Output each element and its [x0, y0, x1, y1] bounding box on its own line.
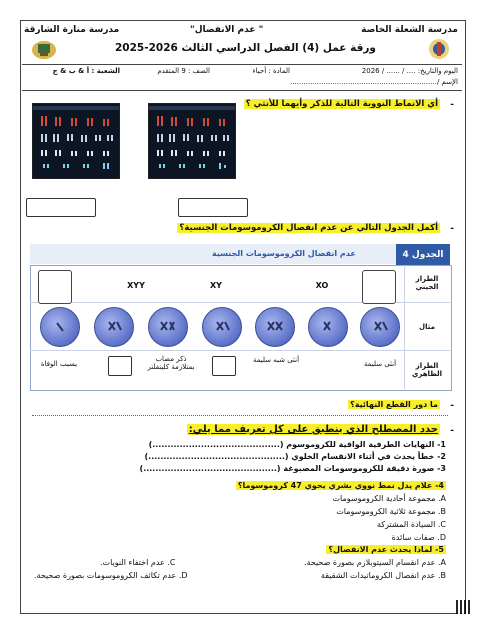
nucleus-image-2 — [308, 307, 348, 347]
phenotype-2: أنثى شبه سليمة — [252, 356, 300, 364]
genotype-blank-1[interactable] — [362, 270, 396, 304]
worksheet-subject: " عدم الانفصال" — [190, 25, 264, 35]
q3-number: - — [450, 401, 454, 411]
date-label: اليوم والتاريخ: .... / ...... / 2026 — [361, 67, 458, 75]
phenotype-lethal: يسبب الوفاة — [40, 360, 78, 368]
phenotype-1: أنثى سليمة — [363, 360, 397, 368]
q4-item-1: 1- النهايات الطرفية الواقية للكروموسوم (..........................................) — [148, 440, 446, 449]
q3-text: ما دور القطع النهائية؟ — [350, 400, 438, 409]
q5-option-d[interactable]: D. صفات سائدة — [391, 533, 446, 542]
row-label-phenotype: الطراز الظاهري — [411, 362, 443, 378]
karyotype-chromosomes — [149, 104, 235, 178]
school-logo-right — [425, 38, 453, 60]
q6-option-d[interactable]: D. عدم تكاثف الكروموسومات بصورة صحيحة. — [34, 571, 188, 580]
name-field[interactable]: الإسم /.................................................................. — [290, 78, 458, 86]
worksheet-title: ورقة عمل (4) الفصل الدراسي الثالث 2026-2025 — [115, 42, 376, 54]
q5-option-a[interactable]: A. مجموعة أحادية الكروموسومات — [332, 494, 446, 503]
phenotype-blank-2[interactable] — [108, 356, 132, 376]
genotype-xyy: XYY — [127, 281, 145, 290]
table-header: عدم انفصال الكروموسومات الجنسية — [212, 249, 356, 258]
q6-option-a[interactable]: A. عدم انقسام السيتوبلازم بصورة صحيحة. — [304, 558, 446, 567]
col-sep — [404, 265, 405, 389]
row-sep-2 — [30, 350, 450, 351]
q6-option-b[interactable]: B. عدم انفصال الكروماتيدات الشقيقة — [320, 571, 446, 580]
nucleus-image-3 — [255, 307, 295, 347]
answer-box-right-karyotype[interactable] — [26, 198, 96, 217]
q4-text: حدد المصطلح الذي ينطبق على كل تعريف مما يلي: — [188, 424, 438, 435]
q4-item-3: 3- صورة دقيقة للكروموسومات المصبوغة (............................................) — [139, 464, 446, 473]
school-name-right: مدرسة الشعلة الخاصة — [361, 25, 458, 35]
q4-item-2: 2- خطأ يحدث في أثناء الانقسام الخلوي (.............................................) — [144, 452, 446, 461]
karyotype-image-right — [32, 103, 120, 179]
nucleus-image-1 — [360, 307, 400, 347]
header-divider-2 — [22, 90, 462, 91]
subject-label: المادة : أحياء — [252, 67, 290, 75]
header-divider — [22, 64, 462, 65]
q2-number: - — [450, 224, 454, 234]
table-title: الجدول 4 — [396, 244, 450, 266]
q3-answer-line[interactable] — [32, 414, 448, 416]
q6-text: 5- لماذا يحدث عدم الانفصال؟ — [328, 545, 444, 554]
q2-text: أكمل الجدول التالي عن عدم انفصال الكروموسومات الجنسية؟ — [179, 223, 438, 233]
section-label: الشعبة : أ & ب & ج — [52, 67, 120, 75]
nucleus-image-6 — [94, 307, 134, 347]
nucleus-image-4 — [202, 307, 242, 347]
school-name-left: مدرسة منارة الشارقة — [24, 25, 120, 35]
qr-code-icon — [456, 600, 470, 614]
school-logo-left — [30, 38, 58, 60]
q6-option-c[interactable]: C. عدم اختفاء النويات. — [100, 558, 176, 567]
q1-text: أي الانماط النووية التالية للذكر وأيهما للأنثي ؟ — [245, 99, 438, 109]
nucleus-image-5 — [148, 307, 188, 347]
grade-label: الصف : 9 المتقدم — [157, 67, 210, 75]
nucleus-image-7 — [40, 307, 80, 347]
q5-text: 4- علام يدل نمط نووي بشري يحوي 47 كروموسوما؟ — [237, 481, 444, 490]
q5-option-b[interactable]: B. مجموعة ثلاثية الكروموسومات — [336, 507, 446, 516]
genotype-xo: XO — [315, 281, 329, 290]
q4-number: - — [450, 426, 454, 436]
phenotype-blank-1[interactable] — [212, 356, 236, 376]
row-label-genotype: الطراز الجيني — [415, 275, 439, 291]
q5-option-c[interactable]: C. السيادة المشتركة — [377, 520, 446, 529]
karyotype-chromosomes-2 — [33, 104, 119, 178]
answer-box-left-karyotype[interactable] — [178, 198, 248, 217]
phenotype-klinefelter: ذكر مصاب بمتلازمة كلينفلتر — [147, 355, 195, 371]
genotype-xy: XY — [210, 281, 222, 290]
q1-number: - — [450, 100, 454, 110]
karyotype-image-left — [148, 103, 236, 179]
row-label-example: مثال — [419, 323, 435, 331]
genotype-blank-2[interactable] — [38, 270, 72, 304]
